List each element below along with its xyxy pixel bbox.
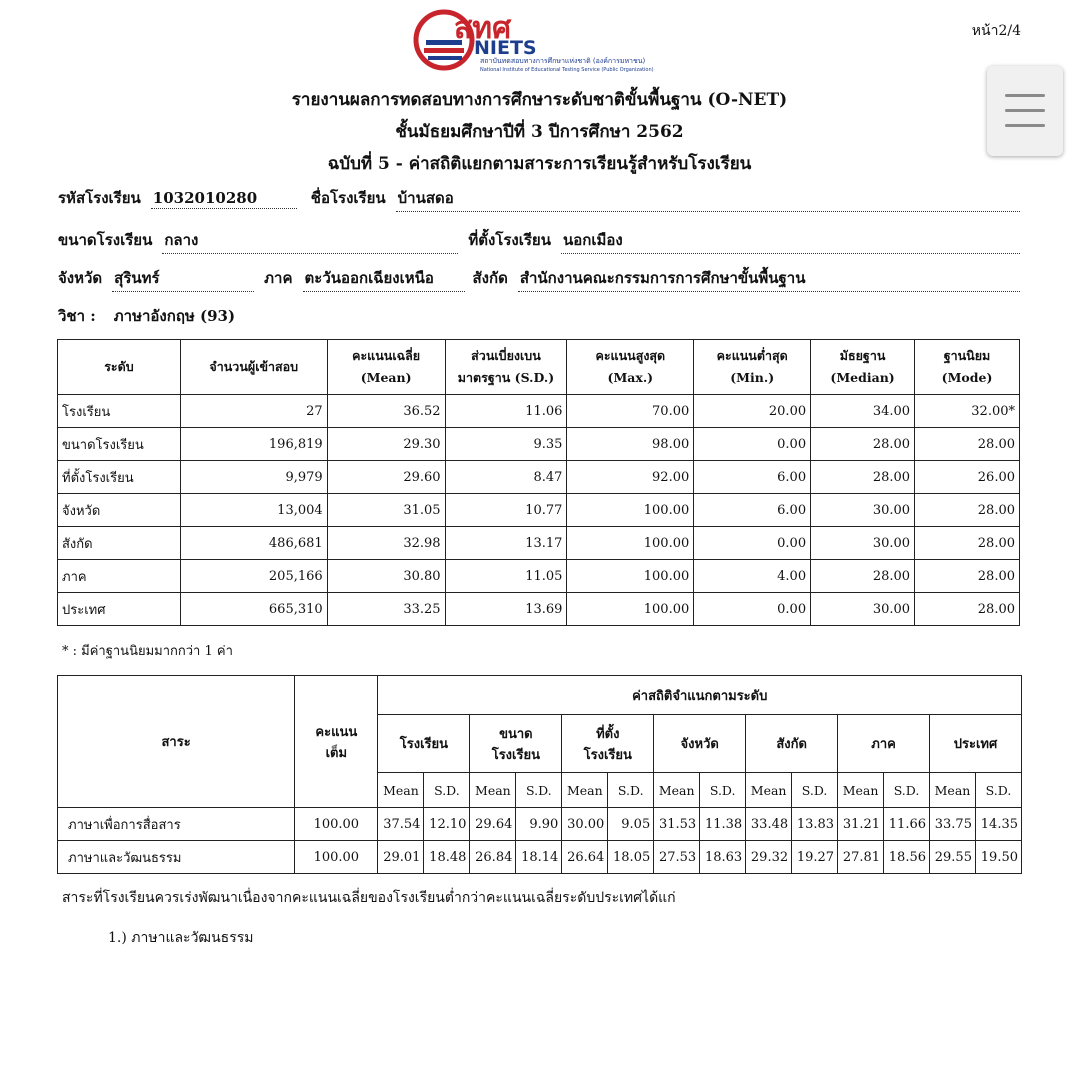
sd-value: 19.27 bbox=[792, 841, 838, 874]
statistics-row bbox=[58, 461, 1020, 494]
col-header-level: ระดับ bbox=[58, 340, 181, 395]
statistic-cell: 92.00 bbox=[567, 461, 694, 494]
full-score: 100.00 bbox=[295, 841, 378, 874]
province-label: จังหวัด bbox=[58, 269, 103, 287]
sd-header: S.D. bbox=[700, 773, 746, 808]
statistic-cell: 28.00 bbox=[811, 560, 915, 593]
col-header-mode: ฐานนิยม (Mode) bbox=[915, 340, 1020, 395]
school-location-label: ที่ตั้งโรงเรียน bbox=[468, 231, 551, 249]
mode-footnote: * : มีค่าฐานนิยมมากกว่า 1 ค่า bbox=[62, 644, 233, 659]
statistic-cell: 10.77 bbox=[445, 494, 567, 527]
statistic-cell: 28.00 bbox=[915, 560, 1020, 593]
mean-value: 30.00 bbox=[562, 808, 608, 841]
mean-header: Mean bbox=[562, 773, 608, 808]
level-cell: จังหวัด bbox=[58, 494, 181, 527]
page-number: หน้า2/4 bbox=[971, 23, 1021, 39]
statistic-cell: 100.00 bbox=[567, 560, 694, 593]
statistic-cell: 31.05 bbox=[327, 494, 445, 527]
mean-header: Mean bbox=[654, 773, 700, 808]
report-issue: ฉบับที่ 5 - ค่าสถิติแยกตามสาระการเรียนรู้สำหรับโรงเรียน bbox=[327, 154, 752, 174]
mean-header: Mean bbox=[378, 773, 424, 808]
statistics-row bbox=[58, 593, 1020, 626]
statistic-cell: 0.00 bbox=[694, 428, 811, 461]
statistic-cell: 665,310 bbox=[180, 593, 327, 626]
statistic-cell: 29.60 bbox=[327, 461, 445, 494]
sd-value: 18.05 bbox=[608, 841, 654, 874]
mean-value: 26.84 bbox=[470, 841, 516, 874]
mean-value: 31.21 bbox=[838, 808, 884, 841]
sd-value: 9.05 bbox=[608, 808, 654, 841]
sd-value: 18.56 bbox=[884, 841, 930, 874]
school-name-label: ชื่อโรงเรียน bbox=[310, 189, 386, 207]
statistic-cell: 196,819 bbox=[180, 428, 327, 461]
sd-value: 14.35 bbox=[975, 808, 1021, 841]
school-code: 1032010280 bbox=[151, 189, 297, 209]
mean-value: 33.48 bbox=[746, 808, 792, 841]
col-header-median: มัธยฐาน (Median) bbox=[811, 340, 915, 395]
region-label: ภาค bbox=[264, 269, 293, 287]
school-info-row-1 bbox=[58, 186, 1020, 212]
statistic-cell: 27 bbox=[180, 395, 327, 428]
statistic-cell: 30.00 bbox=[811, 494, 915, 527]
statistics-row bbox=[58, 560, 1020, 593]
statistic-cell: 9,979 bbox=[180, 461, 327, 494]
strand-statistics-table bbox=[57, 675, 1022, 874]
mean-value: 29.32 bbox=[746, 841, 792, 874]
school-info-row-2 bbox=[58, 228, 1020, 254]
level-cell: สังกัด bbox=[58, 527, 181, 560]
level-cell: ที่ตั้งโรงเรียน bbox=[58, 461, 181, 494]
col-header-sd: ส่วนเบี่ยงเบน มาตรฐาน (S.D.) bbox=[445, 340, 567, 395]
level-header: ประเทศ bbox=[930, 715, 1022, 773]
sd-header: S.D. bbox=[516, 773, 562, 808]
affiliation-label: สังกัด bbox=[472, 269, 508, 287]
sd-value: 18.48 bbox=[424, 841, 470, 874]
school-size: กลาง bbox=[162, 228, 458, 254]
level-header: ที่ตั้ง โรงเรียน bbox=[562, 715, 654, 773]
col-header-mean: คะแนนเฉลี่ย (Mean) bbox=[327, 340, 445, 395]
statistic-cell: 11.05 bbox=[445, 560, 567, 593]
sd-header: S.D. bbox=[975, 773, 1021, 808]
level-cell: ประเทศ bbox=[58, 593, 181, 626]
group-header: ค่าสถิติจำแนกตามระดับ bbox=[378, 676, 1022, 715]
statistic-cell: 32.98 bbox=[327, 527, 445, 560]
svg-text:National Institute of Educatio: National Institute of Educational Testing Service (Public Organization) bbox=[480, 67, 654, 73]
school-info-row-3 bbox=[58, 266, 1020, 292]
statistic-cell: 11.06 bbox=[445, 395, 567, 428]
strand-name: ภาษาเพื่อการสื่อสาร bbox=[58, 808, 295, 841]
school-code-label: รหัสโรงเรียน bbox=[58, 189, 141, 207]
school-location: นอกเมือง bbox=[561, 228, 1020, 254]
sd-header: S.D. bbox=[608, 773, 654, 808]
level-cell: โรงเรียน bbox=[58, 395, 181, 428]
statistic-cell: 100.00 bbox=[567, 494, 694, 527]
statistic-cell: 8.47 bbox=[445, 461, 567, 494]
statistics-row bbox=[58, 527, 1020, 560]
report-title: รายงานผลการทดสอบทางการศึกษาระดับชาติขั้นพื้นฐาน (O-NET) bbox=[291, 90, 788, 110]
niets-logo bbox=[412, 6, 662, 76]
svg-text:สทศ: สทศ bbox=[454, 11, 512, 46]
level-cell: ภาค bbox=[58, 560, 181, 593]
level-cell: ขนาดโรงเรียน bbox=[58, 428, 181, 461]
statistic-cell: 98.00 bbox=[567, 428, 694, 461]
statistics-table bbox=[57, 339, 1020, 626]
level-header: ขนาด โรงเรียน bbox=[470, 715, 562, 773]
mean-header: Mean bbox=[470, 773, 516, 808]
strand-name: ภาษาและวัฒนธรรม bbox=[58, 841, 295, 874]
subject-label: วิชา : bbox=[58, 307, 96, 325]
statistic-cell: 100.00 bbox=[567, 527, 694, 560]
sd-value: 12.10 bbox=[424, 808, 470, 841]
mean-value: 29.64 bbox=[470, 808, 516, 841]
statistic-cell: 0.00 bbox=[694, 527, 811, 560]
sd-header: S.D. bbox=[424, 773, 470, 808]
mean-value: 33.75 bbox=[930, 808, 976, 841]
sd-value: 11.66 bbox=[884, 808, 930, 841]
svg-text:สถาบันทดสอบทางการศึกษาแห่งชาติ: สถาบันทดสอบทางการศึกษาแห่งชาติ (องค์การมหาชน) bbox=[480, 57, 646, 65]
statistic-cell: 205,166 bbox=[180, 560, 327, 593]
development-note: สาระที่โรงเรียนควรเร่งพัฒนาเนื่องจากคะแนนเฉลี่ยของโรงเรียนต่ำกว่าคะแนนเฉลี่ยระดับประเทศได้แก่ bbox=[62, 890, 676, 906]
statistic-cell: 30.00 bbox=[811, 593, 915, 626]
statistic-cell: 28.00 bbox=[915, 593, 1020, 626]
province: สุรินทร์ bbox=[112, 266, 254, 292]
svg-text:NIETS: NIETS bbox=[474, 37, 537, 59]
mean-value: 29.01 bbox=[378, 841, 424, 874]
statistic-cell: 9.35 bbox=[445, 428, 567, 461]
statistic-cell: 13,004 bbox=[180, 494, 327, 527]
sd-value: 11.38 bbox=[700, 808, 746, 841]
strand-row bbox=[58, 841, 1022, 874]
mean-value: 27.53 bbox=[654, 841, 700, 874]
strand-header: สาระ bbox=[58, 676, 295, 808]
statistic-cell: 486,681 bbox=[180, 527, 327, 560]
statistic-cell: 26.00 bbox=[915, 461, 1020, 494]
level-header: โรงเรียน bbox=[378, 715, 470, 773]
level-header: ภาค bbox=[838, 715, 930, 773]
statistics-row bbox=[58, 395, 1020, 428]
mean-header: Mean bbox=[930, 773, 976, 808]
mean-header: Mean bbox=[838, 773, 884, 808]
subject-row bbox=[58, 304, 235, 328]
statistics-row bbox=[58, 494, 1020, 527]
statistic-cell: 13.17 bbox=[445, 527, 567, 560]
mean-value: 37.54 bbox=[378, 808, 424, 841]
level-header: จังหวัด bbox=[654, 715, 746, 773]
school-name: บ้านสดอ bbox=[396, 186, 1020, 212]
statistic-cell: 0.00 bbox=[694, 593, 811, 626]
col-header-examinees: จำนวนผู้เข้าสอบ bbox=[180, 340, 327, 395]
mean-value: 29.55 bbox=[930, 841, 976, 874]
statistic-cell: 32.00* bbox=[915, 395, 1020, 428]
statistic-cell: 13.69 bbox=[445, 593, 567, 626]
statistic-cell: 70.00 bbox=[567, 395, 694, 428]
sd-value: 18.63 bbox=[700, 841, 746, 874]
statistic-cell: 28.00 bbox=[915, 428, 1020, 461]
statistic-cell: 28.00 bbox=[811, 461, 915, 494]
mean-value: 26.64 bbox=[562, 841, 608, 874]
sd-value: 9.90 bbox=[516, 808, 562, 841]
mean-value: 27.81 bbox=[838, 841, 884, 874]
sd-value: 13.83 bbox=[792, 808, 838, 841]
sd-header: S.D. bbox=[884, 773, 930, 808]
full-score-header: คะแนน เต็ม bbox=[295, 676, 378, 808]
statistics-row bbox=[58, 428, 1020, 461]
statistic-cell: 20.00 bbox=[694, 395, 811, 428]
statistic-cell: 30.00 bbox=[811, 527, 915, 560]
statistic-cell: 30.80 bbox=[327, 560, 445, 593]
region: ตะวันออกเฉียงเหนือ bbox=[303, 266, 465, 292]
col-header-min: คะแนนต่ำสุด (Min.) bbox=[694, 340, 811, 395]
report-subtitle: ชั้นมัธยมศึกษาปีที่ 3 ปีการศึกษา 2562 bbox=[395, 122, 684, 142]
sd-value: 18.14 bbox=[516, 841, 562, 874]
full-score: 100.00 bbox=[295, 808, 378, 841]
mean-value: 31.53 bbox=[654, 808, 700, 841]
mean-header: Mean bbox=[746, 773, 792, 808]
sd-value: 19.50 bbox=[975, 841, 1021, 874]
statistic-cell: 6.00 bbox=[694, 494, 811, 527]
statistic-cell: 33.25 bbox=[327, 593, 445, 626]
statistic-cell: 28.00 bbox=[915, 494, 1020, 527]
statistic-cell: 4.00 bbox=[694, 560, 811, 593]
level-header: สังกัด bbox=[746, 715, 838, 773]
school-size-label: ขนาดโรงเรียน bbox=[58, 231, 153, 249]
statistic-cell: 28.00 bbox=[915, 527, 1020, 560]
statistic-cell: 36.52 bbox=[327, 395, 445, 428]
subject-value: ภาษาอังกฤษ (93) bbox=[113, 307, 236, 325]
development-item: 1.) ภาษาและวัฒนธรรม bbox=[108, 930, 254, 946]
statistic-cell: 28.00 bbox=[811, 428, 915, 461]
strand-row bbox=[58, 808, 1022, 841]
col-header-max: คะแนนสูงสุด (Max.) bbox=[567, 340, 694, 395]
statistic-cell: 34.00 bbox=[811, 395, 915, 428]
affiliation: สำนักงานคณะกรรมการการศึกษาขั้นพื้นฐาน bbox=[518, 266, 1020, 292]
sd-header: S.D. bbox=[792, 773, 838, 808]
statistics-header-row bbox=[58, 340, 1020, 395]
statistic-cell: 6.00 bbox=[694, 461, 811, 494]
statistic-cell: 29.30 bbox=[327, 428, 445, 461]
statistic-cell: 100.00 bbox=[567, 593, 694, 626]
